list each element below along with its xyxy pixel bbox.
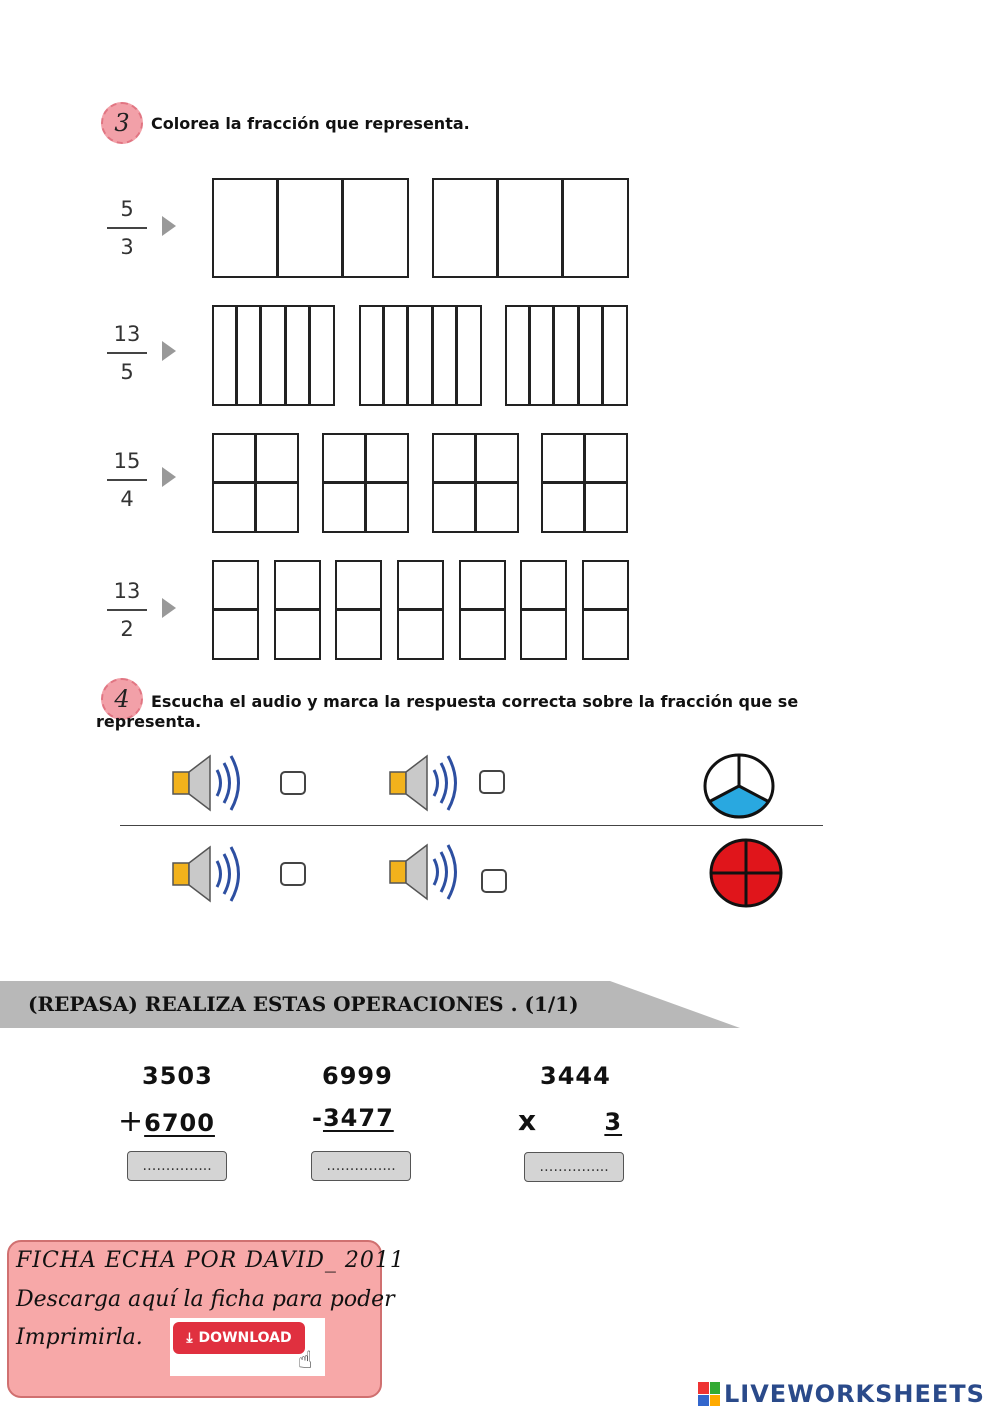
op1-top: 3503 bbox=[142, 1062, 213, 1090]
pie-quarters-icon bbox=[709, 838, 783, 908]
fraction-cell[interactable] bbox=[407, 305, 433, 406]
op2-bottom-row bbox=[312, 1104, 394, 1132]
speaker-audio-icon[interactable] bbox=[387, 839, 461, 905]
op3-top: 3444 bbox=[540, 1062, 611, 1090]
download-label: DOWNLOAD bbox=[198, 1330, 292, 1346]
fraction-cell[interactable] bbox=[236, 305, 262, 406]
fraction-13-5 bbox=[107, 320, 147, 386]
fraction-cell[interactable] bbox=[255, 482, 300, 533]
fraction-cell[interactable] bbox=[432, 433, 476, 483]
download-button[interactable] bbox=[173, 1322, 305, 1354]
plus-sign: + bbox=[118, 1104, 145, 1139]
fraction-bar bbox=[107, 227, 147, 229]
arrow-icon bbox=[162, 216, 176, 236]
answer-checkbox[interactable] bbox=[479, 770, 505, 794]
fraction-cell[interactable] bbox=[602, 305, 628, 406]
fraction-cell[interactable] bbox=[335, 560, 382, 610]
op3-answer-field[interactable]: …………... bbox=[524, 1152, 624, 1182]
answer-checkbox[interactable] bbox=[481, 869, 507, 893]
footer-brand bbox=[698, 1380, 1000, 1410]
op2-top: 6999 bbox=[322, 1062, 393, 1090]
fraction-cell[interactable] bbox=[584, 433, 629, 483]
answer-checkbox[interactable] bbox=[280, 771, 306, 795]
fraction-bar bbox=[107, 352, 147, 354]
fraction-cell[interactable] bbox=[309, 305, 335, 406]
fraction-cell[interactable] bbox=[322, 482, 366, 533]
fraction-cell[interactable] bbox=[582, 609, 629, 660]
fraction-cell[interactable] bbox=[322, 433, 366, 483]
fraction-cell[interactable] bbox=[365, 433, 410, 483]
arrow-icon bbox=[162, 598, 176, 618]
fraction-cell[interactable] bbox=[212, 305, 237, 406]
fraction-denominator: 2 bbox=[120, 617, 134, 641]
fraction-cell[interactable] bbox=[365, 482, 410, 533]
fraction-cell[interactable] bbox=[255, 433, 300, 483]
brand-name: LIVEWORKSHEETS bbox=[724, 1380, 985, 1408]
section-3-number: 3 bbox=[114, 109, 130, 137]
section-3-badge bbox=[101, 102, 143, 144]
fraction-cell[interactable] bbox=[475, 482, 520, 533]
section-4-number: 4 bbox=[114, 685, 130, 713]
fraction-bar bbox=[107, 479, 147, 481]
fraction-cell[interactable] bbox=[432, 482, 476, 533]
arrow-icon bbox=[162, 467, 176, 487]
fraction-cell[interactable] bbox=[359, 305, 384, 406]
fraction-denominator: 5 bbox=[120, 360, 134, 384]
divider-line bbox=[120, 825, 823, 826]
fraction-cell[interactable] bbox=[274, 609, 321, 660]
fraction-cell[interactable] bbox=[397, 560, 444, 610]
fraction-5-3 bbox=[107, 195, 147, 261]
card-line-2: Descarga aquí la ficha para poder bbox=[16, 1287, 395, 1312]
fraction-13-2 bbox=[107, 577, 147, 643]
fraction-denominator: 3 bbox=[120, 235, 134, 259]
speaker-audio-icon[interactable] bbox=[170, 841, 244, 907]
fraction-cell[interactable] bbox=[497, 178, 564, 278]
op3-bottom bbox=[547, 1108, 622, 1136]
fraction-cell[interactable] bbox=[562, 178, 629, 278]
fraction-denominator: 4 bbox=[120, 487, 134, 511]
fraction-cell[interactable] bbox=[274, 560, 321, 610]
arrow-icon bbox=[162, 341, 176, 361]
section-4-title: Escucha el audio y marca la respuesta correcta sobre la fracción que se representa. bbox=[96, 692, 799, 731]
fraction-cell[interactable] bbox=[475, 433, 520, 483]
fraction-cell[interactable] bbox=[541, 482, 585, 533]
fraction-numerator: 15 bbox=[113, 449, 141, 473]
fraction-cell[interactable] bbox=[432, 178, 498, 278]
pie-thirds-icon bbox=[703, 753, 775, 819]
op2-bottom: 3477 bbox=[322, 1104, 394, 1132]
fraction-cell[interactable] bbox=[459, 560, 506, 610]
fraction-cell[interactable] bbox=[212, 560, 259, 610]
fraction-cell[interactable] bbox=[541, 433, 585, 483]
fraction-cell[interactable] bbox=[285, 305, 311, 406]
download-icon: ⤓ bbox=[186, 1330, 193, 1346]
fraction-cell[interactable] bbox=[529, 305, 555, 406]
fraction-cell[interactable] bbox=[459, 609, 506, 660]
fraction-cell[interactable] bbox=[456, 305, 482, 406]
fraction-cell[interactable] bbox=[584, 482, 629, 533]
brand-logo-icon bbox=[698, 1382, 720, 1406]
op2-answer-field[interactable]: …………... bbox=[311, 1151, 411, 1181]
fraction-cell[interactable] bbox=[553, 305, 579, 406]
times-sign: x bbox=[518, 1104, 538, 1137]
op1-bottom: 6700 bbox=[144, 1109, 215, 1137]
fraction-numerator: 5 bbox=[120, 197, 134, 221]
fraction-bar bbox=[107, 609, 147, 611]
review-banner-title: (REPASA) REALIZA ESTAS OPERACIONES . (1/1) bbox=[28, 992, 579, 1016]
download-button-area[interactable] bbox=[170, 1318, 325, 1376]
speaker-audio-icon[interactable] bbox=[387, 750, 461, 816]
fraction-cell[interactable] bbox=[383, 305, 409, 406]
fraction-cell[interactable] bbox=[520, 609, 567, 660]
op3-bottom-value: 3 bbox=[604, 1108, 623, 1136]
fraction-cell[interactable] bbox=[212, 178, 278, 278]
op3-bottom-row bbox=[518, 1104, 622, 1137]
fraction-cell[interactable] bbox=[277, 178, 344, 278]
op1-answer-field[interactable]: …………... bbox=[127, 1151, 227, 1181]
fraction-numerator: 13 bbox=[113, 322, 141, 346]
fraction-cell[interactable] bbox=[212, 609, 259, 660]
fraction-cell[interactable] bbox=[578, 305, 604, 406]
card-line-3: Imprimirla. bbox=[16, 1325, 143, 1350]
fraction-cell[interactable] bbox=[342, 178, 409, 278]
card-line-1: FICHA ECHA POR DAVID_ 2011 bbox=[16, 1248, 405, 1273]
minus-sign: - bbox=[312, 1104, 323, 1132]
fraction-cell[interactable] bbox=[260, 305, 286, 406]
hand-cursor-icon: ☝ bbox=[298, 1346, 313, 1374]
speaker-audio-icon[interactable] bbox=[170, 750, 244, 816]
fraction-cell[interactable] bbox=[212, 433, 256, 483]
fraction-numerator: 13 bbox=[113, 579, 141, 603]
fraction-cell[interactable] bbox=[212, 482, 256, 533]
fraction-cell[interactable] bbox=[505, 305, 530, 406]
fraction-cell[interactable] bbox=[335, 609, 382, 660]
fraction-cell[interactable] bbox=[520, 560, 567, 610]
fraction-cell[interactable] bbox=[582, 560, 629, 610]
fraction-15-4 bbox=[107, 447, 147, 513]
fraction-cell[interactable] bbox=[397, 609, 444, 660]
op1-bottom-row bbox=[118, 1104, 215, 1139]
answer-checkbox[interactable] bbox=[280, 862, 306, 886]
section-3-title: Colorea la fracción que representa. bbox=[151, 114, 470, 133]
fraction-cell[interactable] bbox=[432, 305, 458, 406]
